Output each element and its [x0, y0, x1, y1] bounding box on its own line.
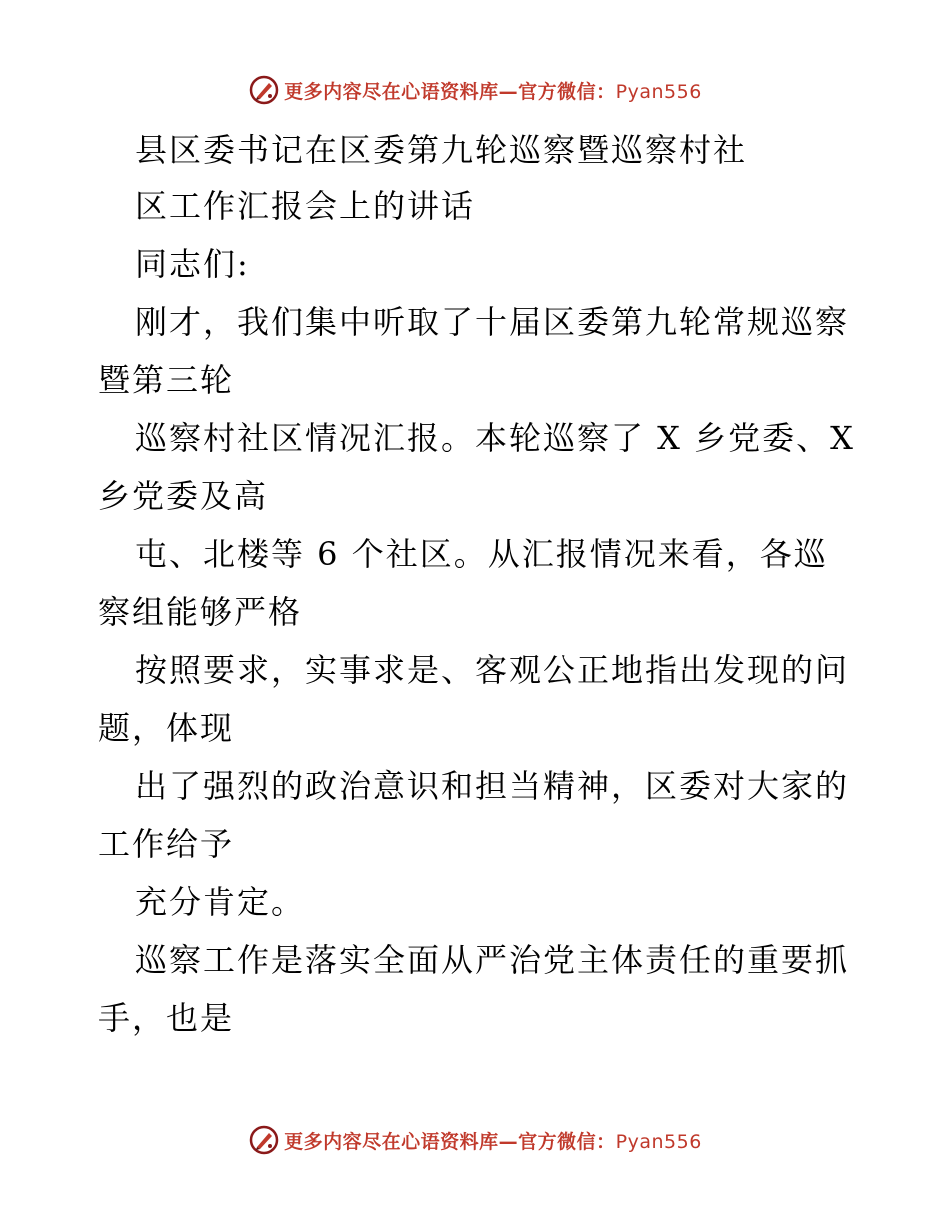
paragraph-5-line-2: 工作给予: [98, 825, 235, 863]
banner-text: [284, 77, 702, 104]
pen-logo-icon: [248, 1124, 280, 1156]
banner-wechat-handle: Pyan556: [615, 80, 702, 103]
footer-watermark-banner: [0, 1120, 950, 1160]
banner-text: [284, 1127, 702, 1154]
paragraph-5-line-1: 出了强烈的政治意识和担当精神，区委对大家的: [135, 767, 850, 805]
paragraph-7-line-1: 巡察工作是落实全面从严治党主体责任的重要抓: [135, 941, 850, 979]
paragraph-2-line-1: 巡察村社区情况汇报。本轮巡察了 X 乡党委、X: [135, 419, 855, 457]
paragraph-1-line-2: 暨第三轮: [98, 361, 235, 399]
salutation: 同志们:: [135, 245, 250, 283]
paragraph-7-line-2: 手，也是: [98, 999, 235, 1037]
paragraph-6-line-1: 充分肯定。: [135, 883, 306, 921]
banner-wechat-handle: Pyan556: [615, 1130, 702, 1153]
paragraph-4-line-2: 题，体现: [98, 709, 235, 747]
paragraph-1-line-1: 刚才，我们集中听取了十届区委第九轮常规巡察: [135, 303, 850, 341]
paragraph-3-line-2: 察组能够严格: [98, 593, 303, 631]
banner-text-cn: 更多内容尽在心语资料库—官方微信：: [284, 1130, 616, 1153]
paragraph-4-line-1: 按照要求，实事求是、客观公正地指出发现的问: [135, 651, 850, 689]
pen-logo-icon: [248, 74, 280, 106]
header-watermark-banner: [0, 70, 950, 110]
banner-text-cn: 更多内容尽在心语资料库—官方微信：: [284, 80, 616, 103]
title-line-1: 县区委书记在区委第九轮巡察暨巡察村社: [135, 131, 748, 169]
paragraph-2-line-2: 乡党委及高: [98, 477, 269, 515]
title-line-2: 区工作汇报会上的讲话: [135, 187, 476, 225]
paragraph-3-line-1: 屯、北楼等 6 个社区。从汇报情况来看，各巡: [135, 535, 828, 573]
